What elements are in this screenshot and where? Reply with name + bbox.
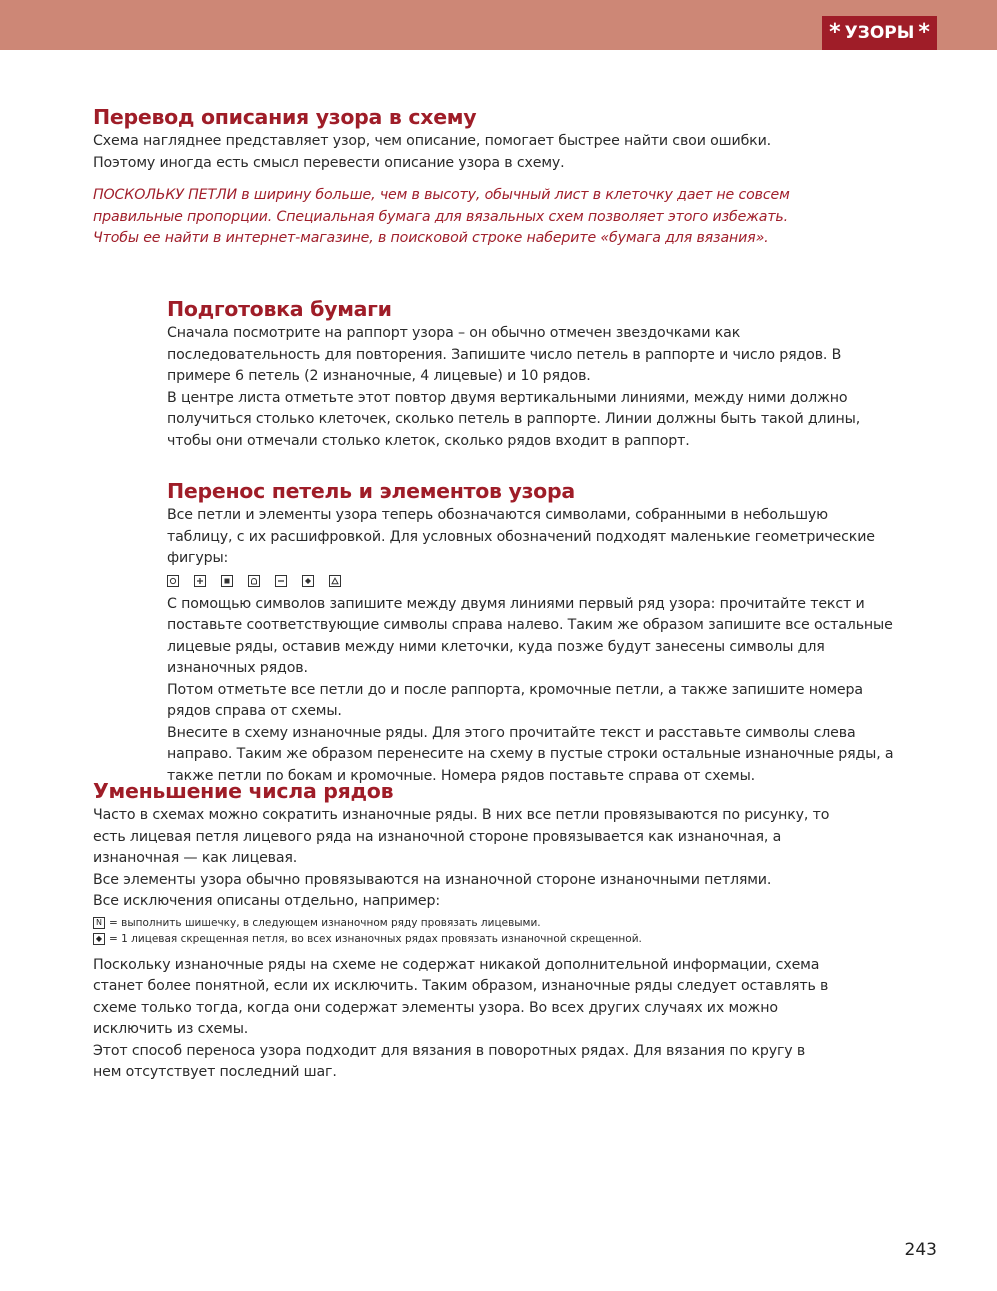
paragraph: В центре листа отметьте этот повтор двумя вертикальными линиями, между ними должно получиться столько клеточек, сколько петель в раппорте. Линии должны быть такой длины, чтобы они отмечали столько клеток, сколько рядов входит в раппорт. bbox=[167, 389, 861, 449]
paragraph: Схема нагляднее представляет узор, чем описание, помогает быстрее найти свои ошибки. Поэтому иногда есть смысл перевести описание узора в схему. bbox=[93, 133, 772, 171]
paragraph: Часто в схемах можно сократить изнаночные ряды. В них все петли провязываются по рисунку, то есть лицевая петля лицевого ряда на изнаночной стороне провязывается как изнаночная, а изнаночная — как лицевая. bbox=[93, 807, 830, 866]
star-icon: * bbox=[829, 20, 841, 45]
section-label: УЗОРЫ bbox=[844, 23, 915, 43]
exceptions-list bbox=[93, 915, 833, 947]
plus-symbol-icon bbox=[194, 575, 206, 587]
paragraph: Потом отметьте все петли до и после раппорта, кромочные петли, а также запишите номера рядов справа от схемы. bbox=[167, 681, 863, 719]
section-transfer bbox=[167, 478, 897, 787]
exception-item bbox=[93, 915, 833, 931]
heading-paper: Подготовка бумаги bbox=[167, 297, 392, 321]
paragraph: С помощью символов запишите между двумя линиями первый ряд узора: прочитайте текст и поставьте соответствующие символы справа налево. Таким же образом запишите все остальные лицевые ряды, оставив между ними клеточки, куда позже будут занесены символы для изнаночных рядов. bbox=[167, 595, 893, 676]
heading-transfer: Перенос петель и элементов узора bbox=[167, 479, 575, 503]
circle-symbol-icon bbox=[167, 575, 179, 587]
bobble-symbol-icon: N bbox=[93, 917, 105, 929]
paragraph: Этот способ переноса узора подходит для вязания в поворотных рядах. Для вязания по кругу в нем отсутствует последний шаг. bbox=[93, 1042, 806, 1080]
section-paper bbox=[167, 296, 897, 452]
exception-text: = выполнить шишечку, в следующем изнаночном ряду провязать лицевыми. bbox=[109, 916, 541, 929]
paragraph: Внесите в схему изнаночные ряды. Для этого прочитайте текст и расставьте символы слева направо. Таким же образом перенесите на схему в пустые строки остальные изнаночные ряды, а также петли по бокам и кромочные. Номера рядов поставьте справа от схемы. bbox=[167, 724, 894, 784]
page-number: 243 bbox=[904, 1240, 937, 1260]
symbol-row bbox=[167, 575, 897, 588]
diamond-symbol-icon bbox=[302, 575, 314, 587]
paragraph: Все петли и элементы узора теперь обозначаются символами, собранными в небольшую таблицу, с их расшифровкой. Для условных обозначений подходят маленькие геометрические фигуры: bbox=[167, 507, 875, 566]
filled-square-symbol-icon bbox=[221, 575, 233, 587]
exception-item bbox=[93, 931, 833, 947]
heading-reduce: Уменьшение числа рядов bbox=[93, 779, 394, 803]
diamond-symbol-icon: ◆ bbox=[93, 933, 105, 945]
star-icon: * bbox=[918, 20, 930, 45]
paragraph: Все исключения описаны отдельно, например: bbox=[93, 893, 440, 909]
exception-text: = 1 лицевая скрещенная петля, во всех изнаночных рядах провязать изнаночной скрещенной. bbox=[109, 932, 642, 945]
arch-symbol-icon bbox=[248, 575, 260, 587]
section-translate bbox=[93, 104, 833, 250]
paragraph: Поскольку изнаночные ряды на схеме не содержат никакой дополнительной информации, схема станет более понятной, если их исключить. Таким образом, изнаночные ряды следует оставлять в схеме только тогда, когда они содержат элементы узора. Во всех других случаях их можно исключить из схемы. bbox=[93, 956, 829, 1037]
paragraph: Сначала посмотрите на раппорт узора – он обычно отмечен звездочками как последовательность для повторения. Запишите число петель в раппорте и число рядов. В примере 6 петель (2 изнаночные, 4 лицевые) и 10 рядов. bbox=[167, 325, 842, 384]
section-tag bbox=[822, 16, 937, 50]
note-paragraph: ПОСКОЛЬКУ ПЕТЛИ в ширину больше, чем в высоту, обычный лист в клеточку дает не совсем правильные пропорции. Специальная бумага для вязальных схем позволяет этого избежать. Чтобы ее найти в интернет-магазине, в поисковой строке наберите «бумага для вязания». bbox=[93, 187, 790, 246]
minus-symbol-icon bbox=[275, 575, 287, 587]
heading-translate: Перевод описания узора в схему bbox=[93, 105, 477, 129]
triangle-symbol-icon bbox=[329, 575, 341, 587]
section-reduce bbox=[93, 778, 833, 1084]
paragraph: Все элементы узора обычно провязываются на изнаночной стороне изнаночными петлями. bbox=[93, 871, 772, 888]
